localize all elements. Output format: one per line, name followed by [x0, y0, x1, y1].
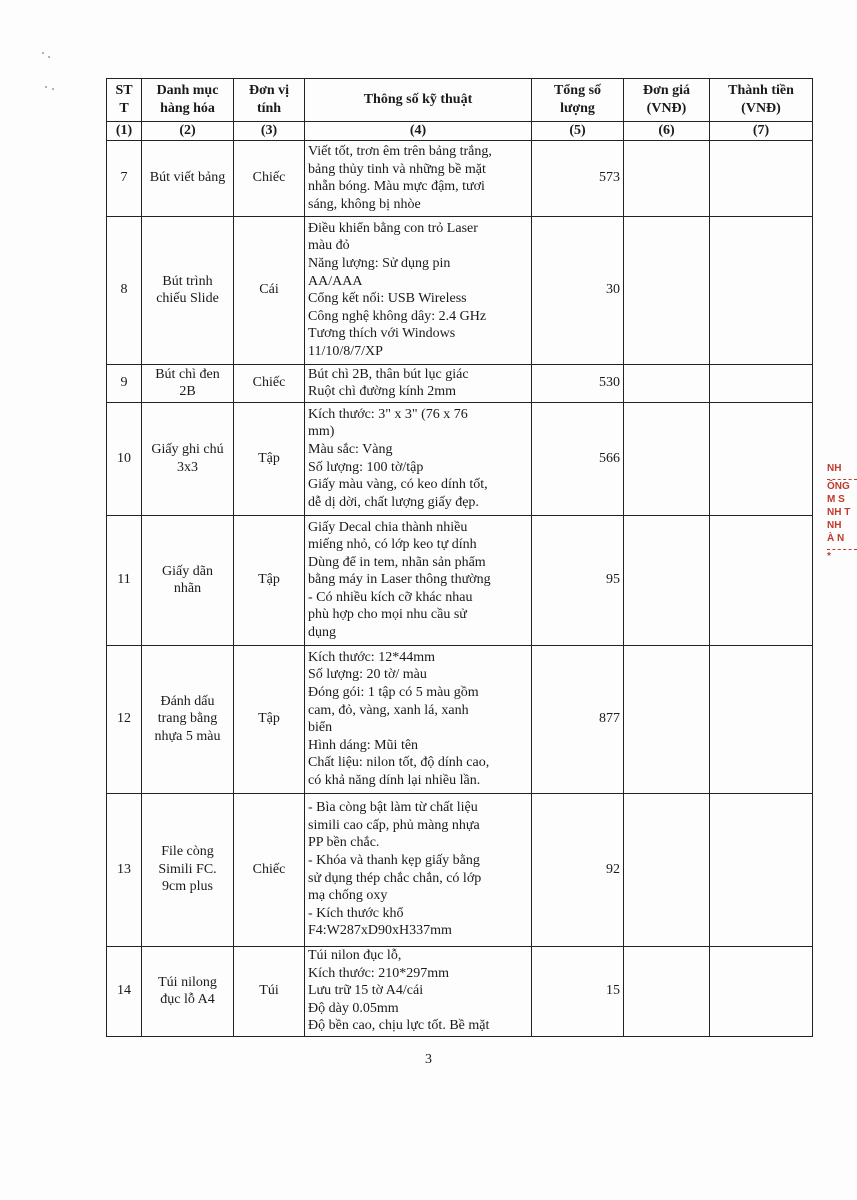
spec-cell: [305, 793, 532, 946]
red-stamp-fragment: [827, 462, 857, 598]
header-text: Danh mục: [156, 83, 219, 99]
spec-cell-line: sử dụng thép chắc chắn, có lớp: [308, 870, 482, 886]
header-spec: [305, 79, 532, 122]
header-stt: [107, 79, 142, 122]
stamp-text: *: [827, 549, 857, 563]
quantity-cell: 877: [532, 645, 624, 793]
total-cell: [710, 216, 813, 364]
item-name-cell: [142, 402, 234, 515]
spec-cell: [305, 402, 532, 515]
stt-cell: 9: [107, 364, 142, 402]
header-text: Thành tiền: [728, 83, 794, 99]
spec-cell-line: Lưu trữ 15 tờ A4/cái: [308, 983, 424, 999]
item-name-cell-line: đục lỗ A4: [160, 992, 215, 1008]
unit-cell: Túi: [234, 946, 305, 1036]
spec-cell-line: Ruột chì đường kính 2mm: [308, 384, 456, 400]
goods-table: [106, 78, 813, 1037]
page-number: 3: [425, 1052, 432, 1067]
spec-cell-line: Điều khiển bằng con trỏ Laser: [308, 220, 478, 236]
spec-cell-line: Túi nilon đục lỗ,: [308, 948, 402, 964]
stt-cell: 10: [107, 402, 142, 515]
column-number: (5): [532, 122, 624, 141]
item-name-cell: [142, 793, 234, 946]
spec-cell-line: Số lượng: 100 tờ/tập: [308, 459, 424, 475]
spec-cell-line: biển: [308, 720, 333, 736]
item-name-cell-line: chiếu Slide: [156, 291, 219, 307]
item-name-cell-line: Bút trình: [162, 273, 213, 289]
stt-cell: 13: [107, 793, 142, 946]
quantity-cell: 15: [532, 946, 624, 1036]
item-name-cell-line: Bút chì đen: [155, 366, 220, 382]
table-row: [107, 140, 813, 216]
header-text: tính: [256, 101, 282, 116]
table-row: [107, 946, 813, 1036]
spec-cell: [305, 140, 532, 216]
spec-cell-line: dễ dị dời, chất lượng giấy đẹp.: [308, 494, 479, 510]
item-name-cell: [142, 946, 234, 1036]
stamp-text: ÔNG: [827, 479, 857, 493]
spec-cell: [305, 515, 532, 645]
item-name-cell: [142, 515, 234, 645]
spec-cell-line: nhẵn bóng. Màu mực đậm, tươi: [308, 179, 485, 195]
table-row: [107, 515, 813, 645]
header-total: [710, 79, 813, 122]
quantity-cell: 95: [532, 515, 624, 645]
spec-cell-line: Năng lượng: Sử dụng pin: [308, 255, 451, 271]
goods-table-body: [107, 140, 813, 1036]
stamp-text: NH T: [827, 507, 851, 518]
header-text: (VNĐ): [646, 101, 687, 116]
header-text: Đơn vị: [248, 83, 290, 99]
header-text: ST: [115, 83, 133, 99]
unit-price-cell: [624, 216, 710, 364]
spec-cell-line: bảng thủy tinh và những bề mặt: [308, 161, 486, 177]
total-cell: [710, 515, 813, 645]
column-number: (1): [107, 122, 142, 141]
quantity-cell: 573: [532, 140, 624, 216]
spec-cell: [305, 216, 532, 364]
unit-price-cell: [624, 645, 710, 793]
item-name-cell-line: 2B: [179, 384, 196, 400]
header-price: [624, 79, 710, 122]
item-name-cell-line: 9cm plus: [162, 879, 213, 895]
spec-cell-line: mạ chống oxy: [308, 888, 388, 904]
unit-cell: Tập: [234, 402, 305, 515]
spec-cell-line: Hình dáng: Mũi tên: [308, 737, 419, 753]
total-cell: [710, 402, 813, 515]
column-number-row: [107, 122, 813, 141]
spec-cell-line: Dùng để in tem, nhãn sản phẩm: [308, 554, 486, 570]
quantity-cell: 92: [532, 793, 624, 946]
table-row: [107, 216, 813, 364]
column-number: (4): [305, 122, 532, 141]
item-name-cell: [142, 364, 234, 402]
item-name-cell-line: nhựa 5 màu: [154, 728, 221, 744]
total-cell: [710, 793, 813, 946]
stamp-text: À N: [827, 533, 845, 544]
spec-cell-line: F4:W287xD90xH337mm: [308, 923, 452, 939]
stamp-text: NH: [827, 463, 842, 474]
header-name: [142, 79, 234, 122]
spec-cell-line: mm): [308, 424, 335, 440]
spec-cell: [305, 946, 532, 1036]
header-text: Đơn giá: [642, 83, 691, 99]
spec-cell-line: phù hợp cho mọi nhu cầu sử: [308, 607, 467, 623]
unit-cell: Chiếc: [234, 364, 305, 402]
header-text: (VNĐ): [741, 101, 781, 116]
header-text: lượng: [560, 101, 595, 116]
spec-cell-line: Kích thước: 12*44mm: [308, 649, 435, 665]
spec-cell-line: Kích thước: 3" x 3" (76 x 76: [308, 406, 468, 422]
spec-cell-line: Chất liệu: nilon tốt, độ dính cao,: [308, 755, 490, 771]
unit-cell: Tập: [234, 645, 305, 793]
spec-cell-line: Giấy Decal chia thành nhiều: [308, 519, 468, 535]
spec-cell-line: có khả năng dính lại nhiều lần.: [308, 772, 481, 788]
spec-cell-line: Viết tốt, trơn êm trên bảng trắng,: [308, 143, 492, 159]
table-row: [107, 364, 813, 402]
spec-cell-line: Bút chì 2B, thân bút lục giác: [308, 366, 469, 382]
unit-cell: Chiếc: [234, 140, 305, 216]
total-cell: [710, 140, 813, 216]
column-number: (3): [234, 122, 305, 141]
item-name-cell-line: Giấy dãn: [162, 563, 213, 579]
item-name-cell-line: Simili FC.: [158, 861, 217, 877]
spec-cell-line: Số lượng: 20 tờ/ màu: [308, 667, 427, 683]
spec-cell-line: AA/AAA: [308, 273, 363, 289]
item-name-cell-line: 3x3: [177, 459, 198, 475]
item-name-cell-line: trang bằng: [157, 711, 218, 727]
table-row: [107, 402, 813, 515]
spec-cell-line: miếng nhỏ, có lớp keo tự dính: [308, 537, 477, 553]
header-row: [107, 79, 813, 122]
unit-price-cell: [624, 515, 710, 645]
stt-cell: 12: [107, 645, 142, 793]
spec-cell-line: sáng, không bị nhòe: [308, 196, 421, 212]
total-cell: [710, 364, 813, 402]
spec-cell-line: - Kích thước khổ: [308, 905, 404, 921]
stt-cell: 8: [107, 216, 142, 364]
spec-cell-line: PP bền chắc.: [308, 835, 380, 851]
spec-cell-line: simili cao cấp, phủ màng nhựa: [308, 817, 480, 833]
stt-cell: 14: [107, 946, 142, 1036]
spec-cell-line: - Khóa và thanh kẹp giấy bằng: [308, 853, 480, 868]
item-name-cell-line: nhãn: [173, 581, 202, 597]
header-text: T: [119, 101, 129, 116]
spec-cell-line: bằng máy in Laser thông thường: [308, 572, 491, 588]
spec-cell-line: Tương thích với Windows: [308, 326, 456, 342]
spec-cell-line: Giấy màu vàng, có keo dính tốt,: [308, 477, 488, 493]
header-text: Tổng số: [553, 83, 602, 99]
stamp-text: M S: [827, 494, 845, 505]
spec-cell-line: Độ dày 0.05mm: [308, 1000, 399, 1016]
unit-price-cell: [624, 946, 710, 1036]
unit-price-cell: [624, 402, 710, 515]
spec-cell-line: cam, đỏ, vàng, xanh lá, xanh: [308, 702, 469, 718]
spec-cell-line: màu đỏ: [308, 238, 350, 254]
item-name-cell-line: Giấy ghi chú: [151, 442, 224, 457]
item-name-cell: [142, 140, 234, 216]
total-cell: [710, 946, 813, 1036]
spec-cell: [305, 364, 532, 402]
stamp-text: NH: [827, 520, 842, 531]
quantity-cell: 530: [532, 364, 624, 402]
unit-price-cell: [624, 364, 710, 402]
spec-cell-line: Đóng gói: 1 tập có 5 màu gồm: [308, 684, 479, 700]
unit-cell: Cái: [234, 216, 305, 364]
spec-cell-line: Màu sắc: Vàng: [308, 442, 393, 457]
spec-cell-line: Kích thước: 210*297mm: [308, 965, 449, 981]
item-name-cell-line: Bút viết bảng: [149, 170, 226, 186]
spec-cell-line: - Có nhiều kích cỡ khác nhau: [308, 589, 473, 605]
scan-specks: [40, 50, 60, 90]
item-name-cell-line: Đánh dấu: [160, 693, 215, 709]
table-row: [107, 793, 813, 946]
spec-cell-line: Độ bền cao, chịu lực tốt. Bề mặt: [308, 1018, 490, 1034]
header-unit: [234, 79, 305, 122]
spec-cell-line: dụng: [308, 625, 336, 641]
header-text: Thông số kỹ thuật: [363, 92, 473, 108]
unit-price-cell: [624, 140, 710, 216]
unit-price-cell: [624, 793, 710, 946]
item-name-cell: [142, 645, 234, 793]
quantity-cell: 566: [532, 402, 624, 515]
spec-cell-line: 11/10/8/7/XP: [308, 343, 383, 359]
spec-cell-line: - Bìa còng bật làm từ chất liệu: [308, 800, 478, 816]
header-text: hàng hóa: [160, 101, 215, 116]
unit-cell: Tập: [234, 515, 305, 645]
column-number: (2): [142, 122, 234, 141]
stt-cell: 7: [107, 140, 142, 216]
spec-cell-line: Công nghệ không dây: 2.4 GHz: [308, 308, 487, 324]
stt-cell: 11: [107, 515, 142, 645]
quantity-cell: 30: [532, 216, 624, 364]
spec-cell-line: Cổng kết nối: USB Wireless: [308, 291, 467, 307]
unit-cell: Chiếc: [234, 793, 305, 946]
item-name-cell-line: File còng: [161, 844, 214, 860]
column-number: (6): [624, 122, 710, 141]
item-name-cell-line: Túi nilong: [158, 974, 217, 990]
total-cell: [710, 645, 813, 793]
item-name-cell: [142, 216, 234, 364]
table-row: [107, 645, 813, 793]
spec-cell: [305, 645, 532, 793]
header-qty: [532, 79, 624, 122]
column-number: (7): [710, 122, 813, 141]
